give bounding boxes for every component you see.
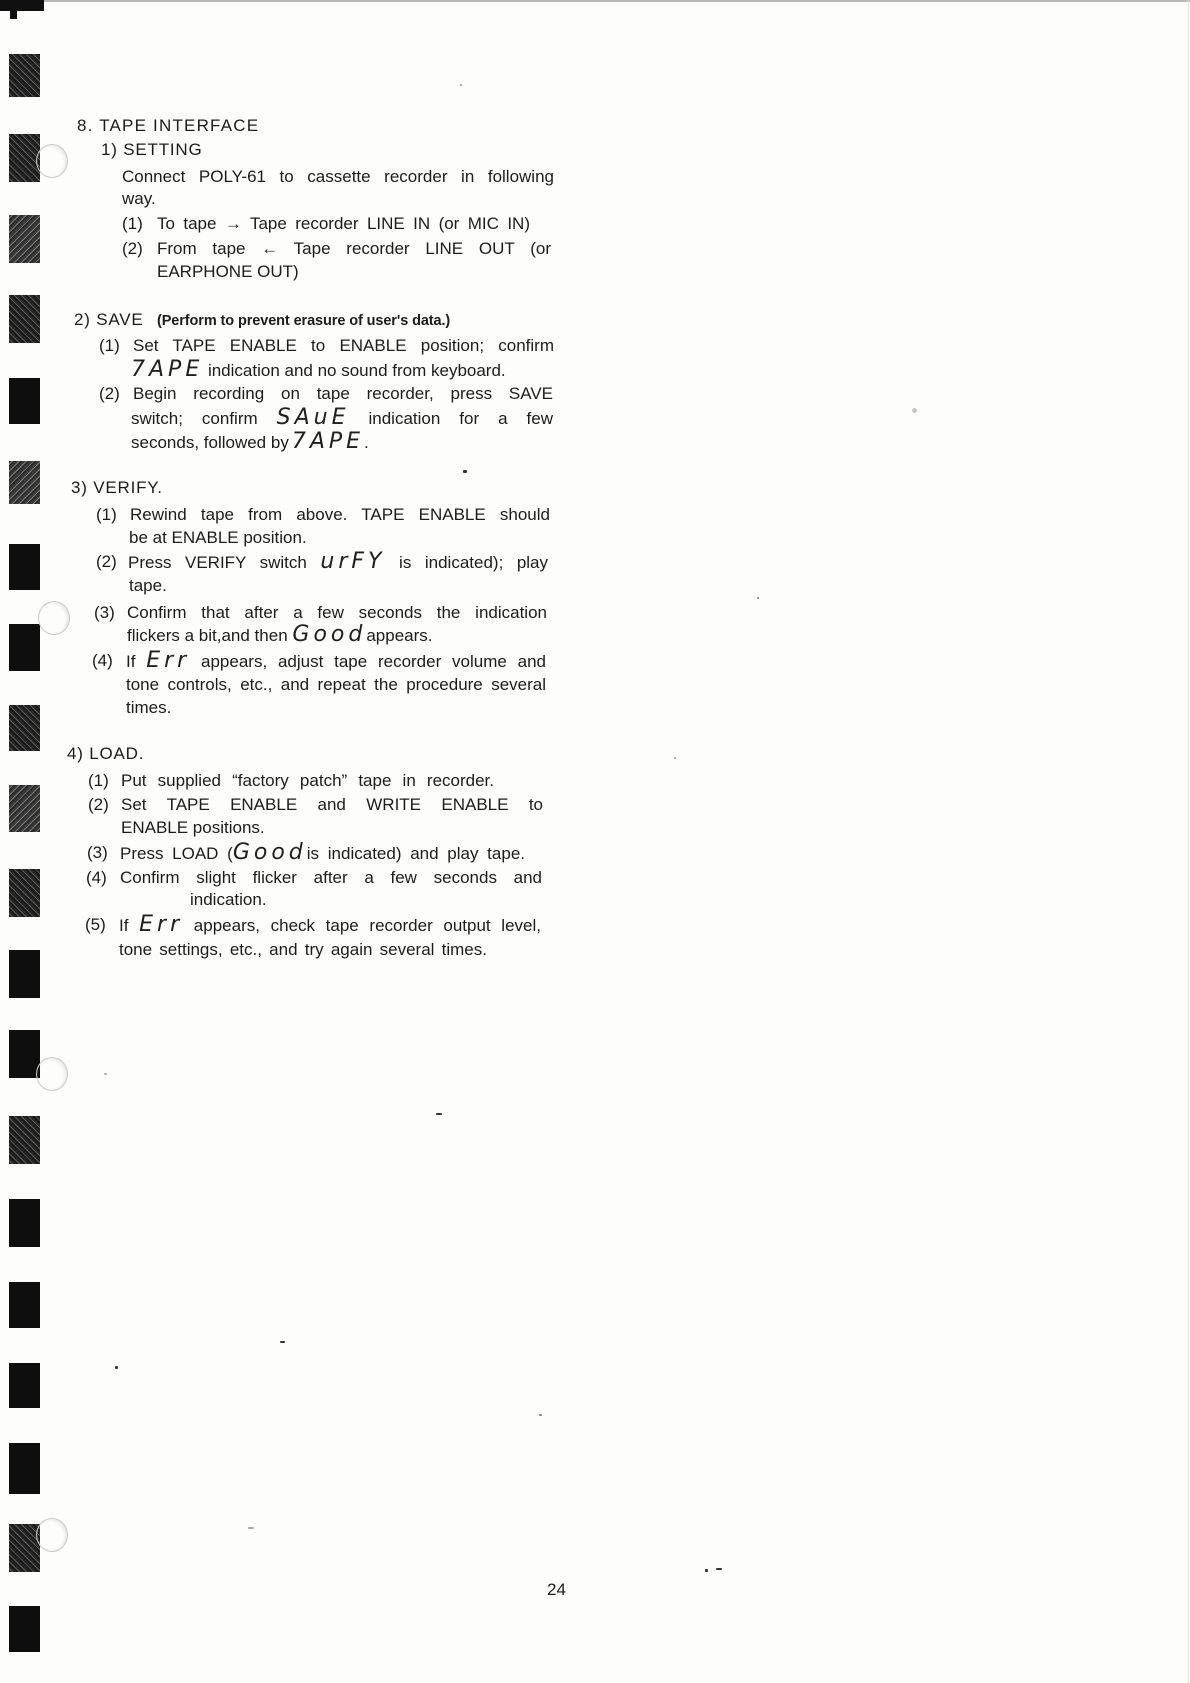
binding-mark <box>9 1443 40 1494</box>
step-text: Put supplied “factory patch” tape in recorder. <box>121 771 494 790</box>
binding-mark <box>9 461 40 504</box>
step-text: tone controls, etc., and repeat the procedure several <box>126 675 546 694</box>
step-number: (3) <box>87 843 108 862</box>
step-text-fragment: indication for a few <box>368 409 553 428</box>
punch-hole <box>36 1057 68 1091</box>
step-text: Begin recording on tape recorder, press SAVE <box>133 384 553 403</box>
step-text-fragment: If <box>126 652 136 671</box>
punch-hole <box>36 1518 68 1552</box>
step-text-fragment: appears, check tape recorder output level, <box>193 916 541 935</box>
step-text <box>119 912 541 937</box>
scan-speck <box>115 1366 118 1369</box>
step-text: tape. <box>129 576 167 595</box>
verify-heading: 3) VERIFY. <box>71 478 163 497</box>
step-text-fragment: is indicated) and play tape. <box>306 844 525 863</box>
scan-speck <box>716 1568 722 1570</box>
binding-mark <box>9 1116 40 1164</box>
step-text: ENABLE positions. <box>121 818 265 837</box>
display-indication: Good <box>232 840 307 865</box>
step-number: (1) <box>96 505 117 524</box>
step-text-fragment: appears, adjust tape recorder volume and <box>201 652 546 671</box>
scan-speck <box>463 470 467 473</box>
step-text: Confirm that after a few seconds the indication <box>127 603 547 622</box>
binding-mark <box>9 1363 40 1408</box>
step-text-fragment: If <box>119 916 129 935</box>
step-number: (5) <box>85 915 106 934</box>
punch-hole <box>36 144 68 178</box>
scan-speck <box>674 757 676 759</box>
scan-speck <box>705 1569 708 1572</box>
scan-speck <box>280 1341 285 1343</box>
step-text <box>131 357 506 382</box>
save-note: (Perform to prevent erasure of user's data.) <box>157 313 451 329</box>
binding-mark <box>9 1282 40 1328</box>
step-text <box>126 648 546 673</box>
step-number: (1) <box>99 336 120 355</box>
binding-mark <box>9 54 40 97</box>
binding-mark <box>9 378 40 424</box>
binding-mark <box>0 0 44 11</box>
step-text <box>127 622 433 647</box>
step-text-fragment: is indicated); play <box>399 553 549 572</box>
step-text: times. <box>126 698 172 717</box>
step-text: be at ENABLE position. <box>129 528 307 547</box>
step-text <box>131 405 553 430</box>
step-text-fragment: appears. <box>366 626 433 645</box>
step-text <box>128 549 549 574</box>
scan-speck <box>757 597 759 599</box>
display-indication: Err <box>139 912 184 937</box>
scan-speck <box>436 1113 442 1115</box>
setting-heading: 1) SETTING <box>101 140 203 159</box>
step-text: From tape ← Tape recorder LINE OUT (or <box>157 239 551 258</box>
binding-mark <box>9 624 40 671</box>
step-text: Set TAPE ENABLE to ENABLE position; confirm <box>133 336 554 355</box>
binding-mark <box>9 544 40 590</box>
setting-intro-line: Connect POLY-61 to cassette recorder in following <box>122 167 554 186</box>
step-text <box>131 429 369 454</box>
step-text-fragment: Press LOAD ( <box>120 844 233 863</box>
display-indication: 7APE <box>131 357 204 382</box>
setting-intro-line: way. <box>122 189 156 208</box>
step-number: (4) <box>86 868 107 887</box>
step-text-fragment: flickers a bit,and then <box>127 626 288 645</box>
step-number: (3) <box>94 603 115 622</box>
scan-speck <box>912 408 917 413</box>
step-text-fragment: seconds, followed by <box>131 433 289 452</box>
display-indication: 7APE <box>291 429 365 454</box>
load-heading: 4) LOAD. <box>67 744 145 763</box>
step-number: (2) <box>99 384 120 403</box>
step-number: (4) <box>92 651 113 670</box>
step-text-fragment: switch; confirm <box>131 409 258 428</box>
step-text: tone settings, etc., and try again several times. <box>119 940 487 959</box>
step-number: (2) <box>88 795 109 814</box>
display-indication: urFY <box>320 549 386 574</box>
save-heading: 2) SAVE <box>74 310 144 329</box>
punch-hole <box>38 601 70 635</box>
step-text: Rewind tape from above. TAPE ENABLE should <box>130 505 550 524</box>
step-text: indication. <box>190 890 267 909</box>
binding-mark <box>9 295 40 343</box>
scan-speck <box>104 1073 107 1075</box>
display-indication: SAuE <box>276 405 350 430</box>
scan-right-edge <box>1188 0 1189 1683</box>
display-indication: Err <box>146 648 191 673</box>
step-number: (1) <box>122 214 143 233</box>
step-text-fragment: Press VERIFY switch <box>128 553 307 572</box>
binding-mark <box>9 1606 40 1652</box>
scan-speck <box>539 1414 542 1416</box>
step-text: To tape → Tape recorder LINE IN (or MIC IN) <box>157 214 530 233</box>
step-text-fragment: indication and no sound from keyboard. <box>207 361 506 380</box>
section-title: 8. TAPE INTERFACE <box>77 116 260 135</box>
step-number: (2) <box>96 552 117 571</box>
step-number: (2) <box>122 239 143 258</box>
step-text: Confirm slight flicker after a few seconds and <box>120 868 542 887</box>
binding-mark <box>9 1199 40 1247</box>
step-text <box>120 840 525 865</box>
binding-mark <box>10 10 17 19</box>
step-text-fragment: . <box>364 433 369 452</box>
step-text: EARPHONE OUT) <box>157 262 299 281</box>
binding-mark <box>9 869 40 917</box>
binding-mark <box>9 950 40 998</box>
binding-mark <box>9 785 40 832</box>
binding-mark <box>9 215 40 263</box>
page-number: 24 <box>547 1580 566 1599</box>
step-text: Set TAPE ENABLE and WRITE ENABLE to <box>121 795 543 814</box>
step-number: (1) <box>88 771 109 790</box>
binding-mark <box>9 705 40 751</box>
scan-top-edge <box>0 0 1190 2</box>
display-indication: Good <box>292 622 367 647</box>
scan-speck <box>248 1527 254 1529</box>
scan-speck <box>460 84 462 86</box>
